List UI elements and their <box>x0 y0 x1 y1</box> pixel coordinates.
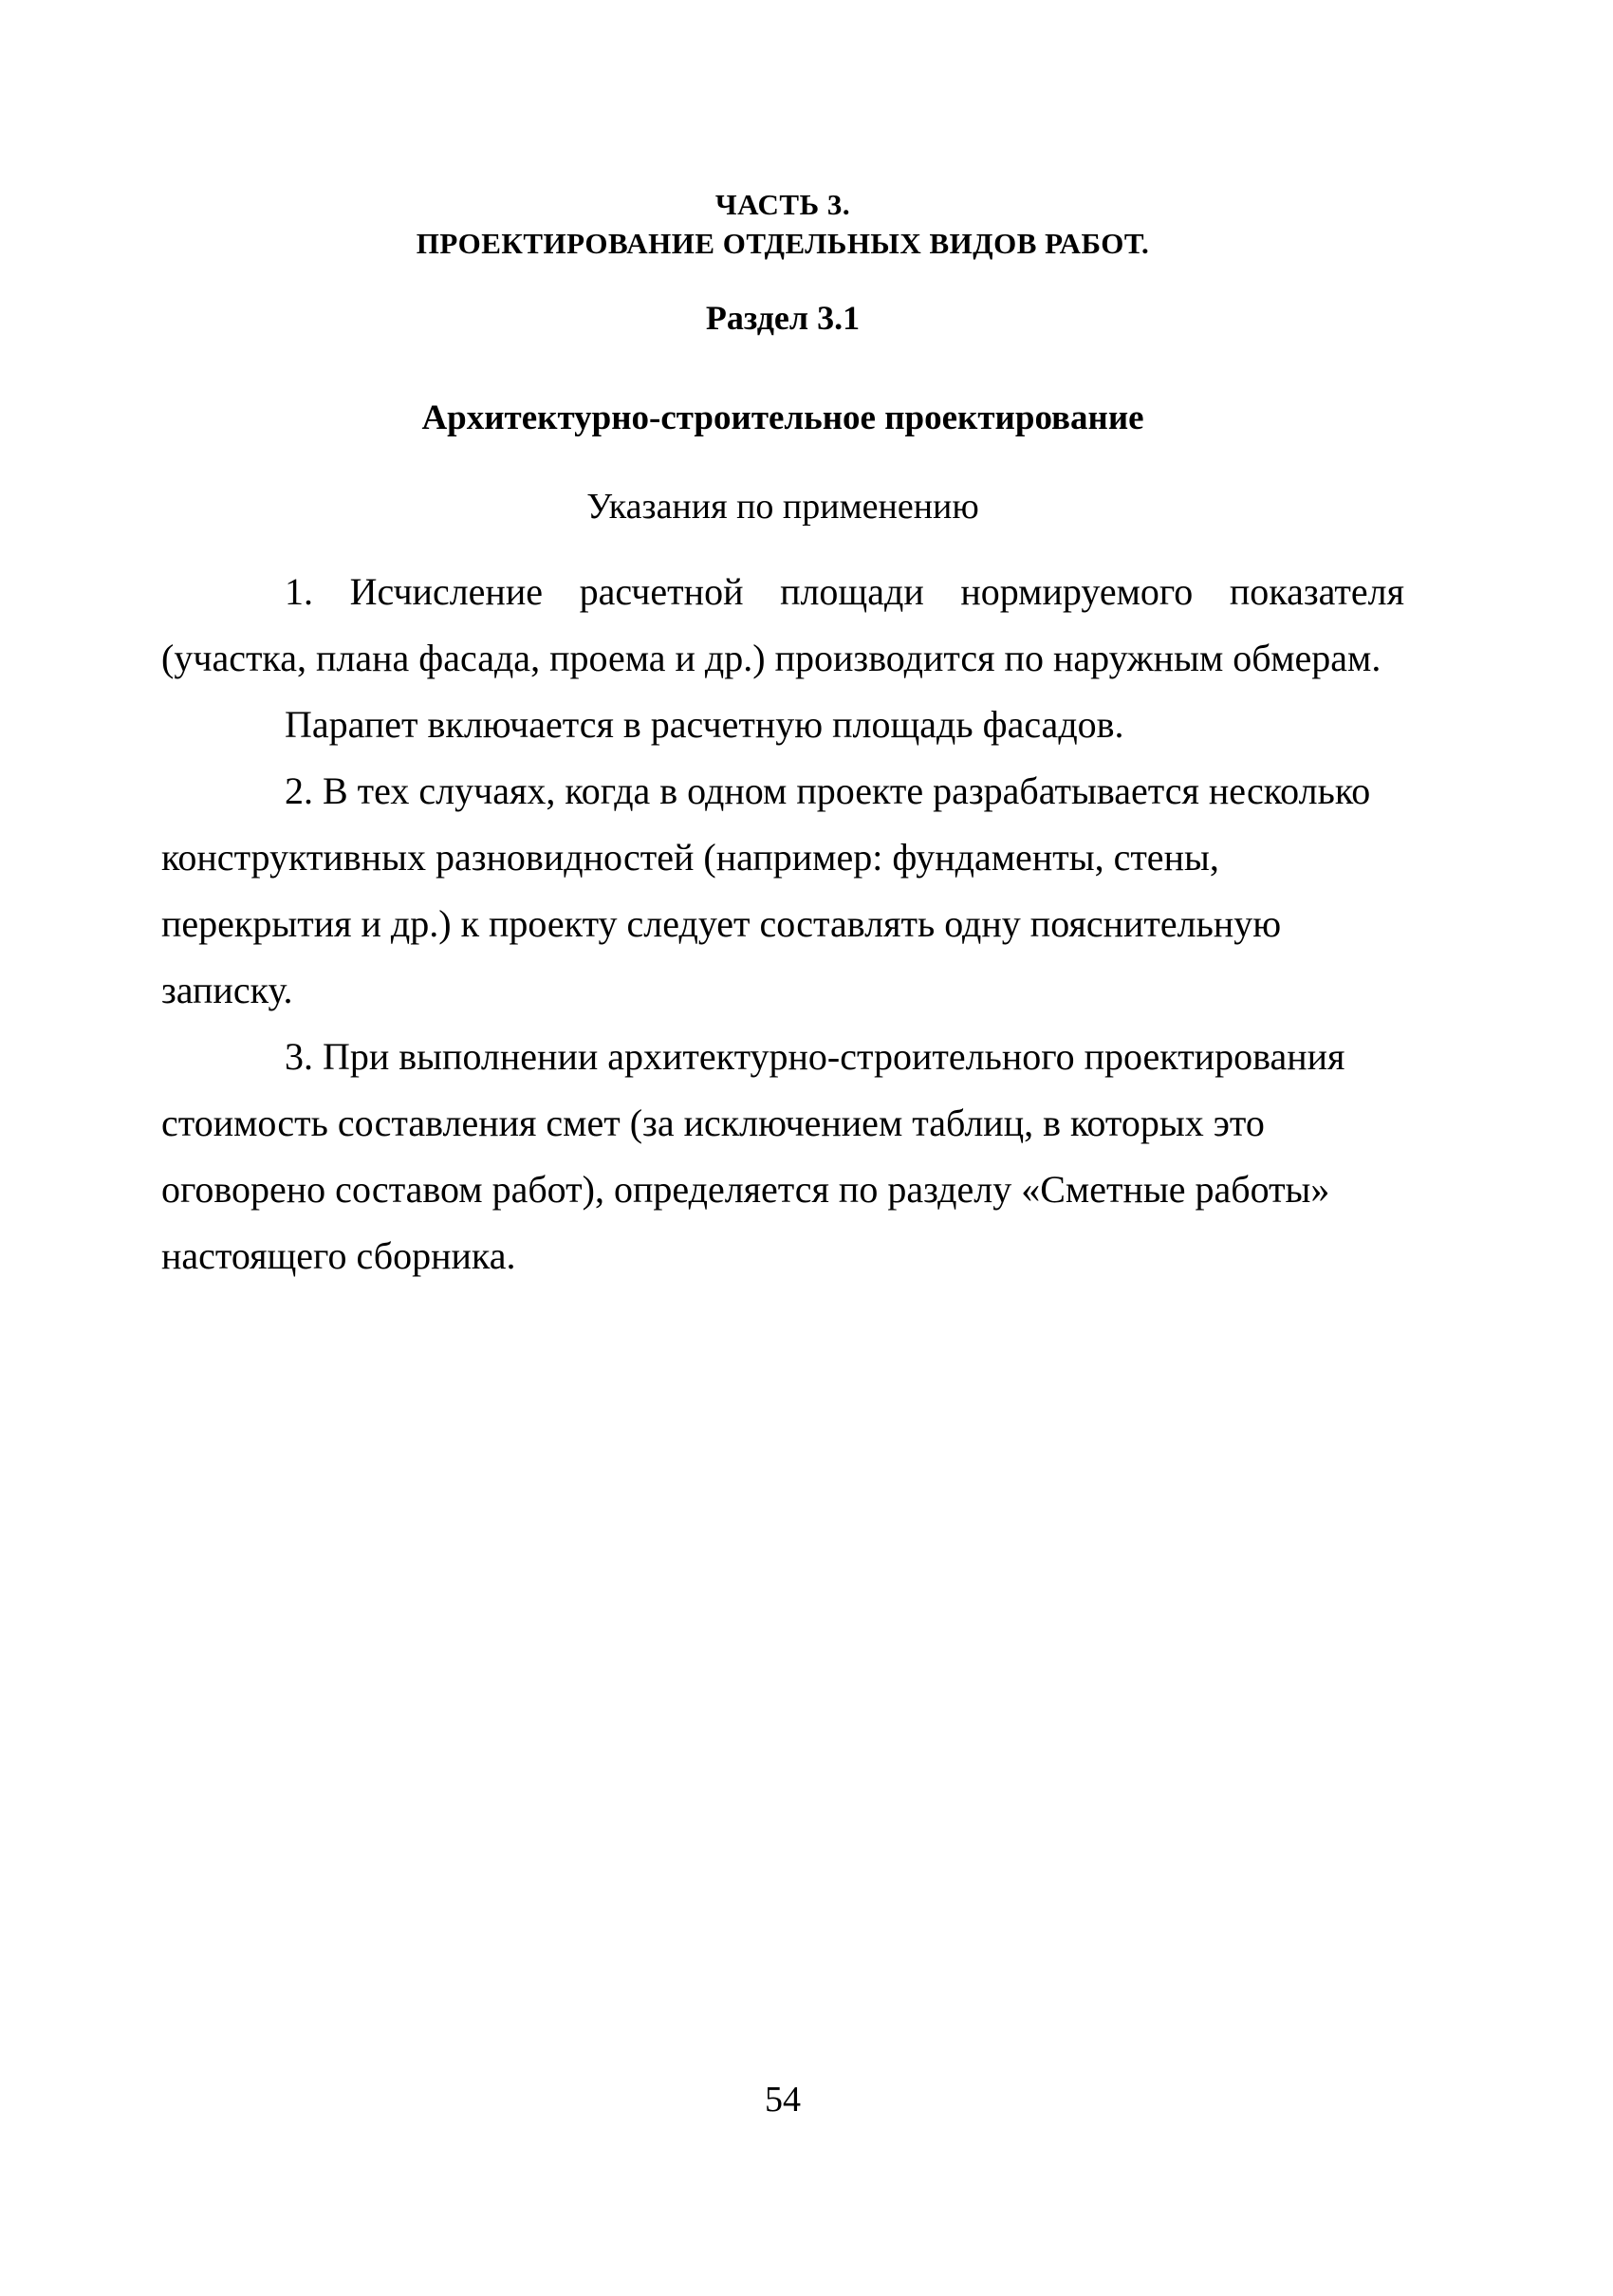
paragraph-1-line-3: Парапет включается в расчетную площадь фасадов. <box>285 703 1124 746</box>
part-title-line-1: ЧАСТЬ 3. <box>714 188 851 221</box>
paragraph-3-line-2: стоимость составления смет (за исключением таблиц, в которых это <box>161 1102 1265 1144</box>
part-title-line-2: ПРОЕКТИРОВАНИЕ ОТДЕЛЬНЫХ ВИДОВ РАБОТ. <box>416 227 1150 260</box>
paragraph-2-line-4: записку. <box>161 969 293 1011</box>
section-title: Архитектурно-строительное проектирование <box>421 398 1144 437</box>
subtitle: Указания по применению <box>586 487 979 527</box>
paragraph-2-line-1: 2. В тех случаях, когда в одном проекте разрабатывается несколько <box>285 769 1371 812</box>
paragraph-1-line-2: (участка, плана фасада, проема и др.) производится по наружным обмерам. <box>161 637 1381 679</box>
paragraph-3-line-4: настоящего сборника. <box>161 1234 516 1277</box>
paragraph-2-line-3: перекрытия и др.) к проекту следует составлять одну пояснительную <box>161 902 1282 945</box>
page-number: 54 <box>765 2080 801 2120</box>
section-number: Раздел 3.1 <box>705 299 861 337</box>
paragraph-2-line-2: конструктивных разновидностей (например: фундаменты, стены, <box>161 836 1219 879</box>
paragraph-3-line-1: 3. При выполнении архитектурно-строительного проектирования <box>285 1035 1345 1078</box>
body-text <box>161 559 1404 1289</box>
paragraph-3-line-3: оговорено составом работ), определяется по разделу «Сметные работы» <box>161 1168 1330 1211</box>
part-title <box>161 185 1404 263</box>
paragraph-1-line-1: 1. Исчисление расчетной площади нормируемого показателя <box>285 570 1404 613</box>
